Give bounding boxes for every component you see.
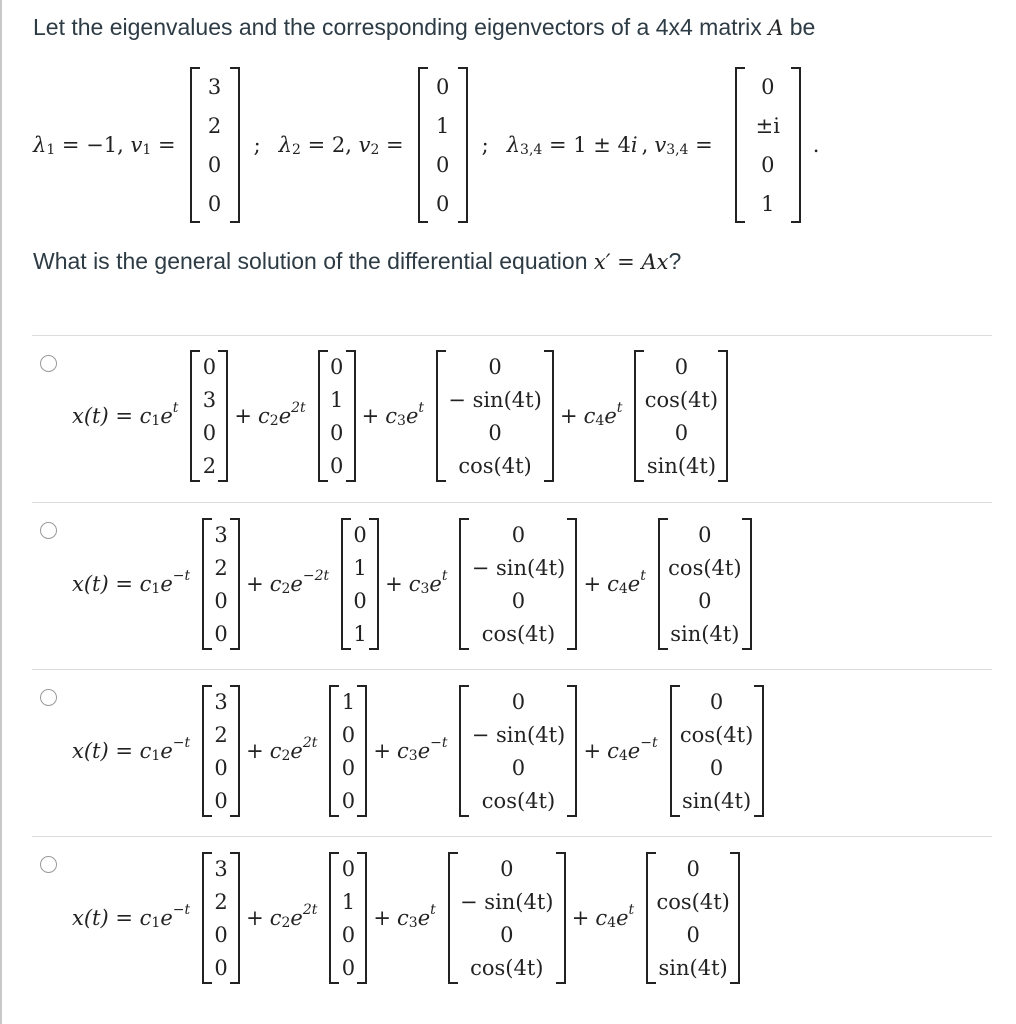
separator: ; — [481, 133, 489, 157]
coefficient: c — [269, 739, 282, 763]
coefficient: c — [583, 404, 596, 428]
lambda34-value: = 1 ± 4 — [542, 133, 631, 157]
exponent: t — [616, 400, 623, 416]
vector-entry: 0 — [511, 522, 526, 547]
lambda2-value: = 2, — [300, 133, 359, 157]
v34-entry: 1 — [761, 191, 775, 216]
exp-base: e — [604, 404, 617, 428]
vector-entry: 0 — [488, 420, 502, 445]
term-vector — [190, 350, 228, 482]
plus-sign: + — [234, 404, 252, 428]
coefficient: c — [139, 404, 152, 428]
exponent: t — [640, 568, 646, 584]
vector-entry: − sin(4t) — [460, 889, 554, 914]
exponent: −t — [172, 735, 191, 751]
term-vector — [459, 685, 577, 817]
term-vector — [329, 852, 367, 984]
option-4[interactable] — [72, 850, 740, 986]
v2-entry: 1 — [435, 113, 450, 138]
exponent: 2t — [302, 735, 318, 751]
coefficient: c — [607, 739, 619, 763]
coefficient: c — [269, 572, 282, 596]
vector-entry: 0 — [202, 354, 217, 379]
option-divider — [32, 669, 992, 670]
term-vector — [658, 518, 752, 650]
coefficient: c — [397, 906, 409, 930]
vector-entry: 0 — [686, 922, 700, 947]
period: . — [812, 133, 820, 157]
coefficient-sub: 2 — [281, 748, 291, 764]
ask-text: What is the general solution of the differential equation — [33, 248, 588, 274]
v34-entry: 0 — [761, 74, 775, 99]
v34-vector — [735, 67, 801, 223]
option-divider — [32, 836, 992, 837]
separator: ; — [253, 133, 261, 157]
v1-label: v — [130, 133, 143, 157]
vector-entry: 1 — [353, 621, 367, 646]
plus-sign: + — [246, 572, 264, 596]
vector-entry: 0 — [686, 856, 700, 881]
vector-entry: sin(4t) — [681, 788, 752, 813]
coefficient: c — [385, 404, 398, 428]
v34-label: v — [654, 133, 667, 157]
exp-base: e — [405, 404, 419, 428]
coefficient: c — [139, 739, 152, 763]
vector-entry: 3 — [202, 387, 217, 412]
exp-base: e — [290, 572, 303, 596]
coefficient-sub: 3 — [397, 413, 406, 429]
plus-sign: + — [373, 739, 391, 763]
plus-sign: + — [246, 739, 264, 763]
solution-lhs: x(t) = — [72, 739, 140, 763]
vector-entry: 0 — [698, 522, 712, 547]
v1-entry: 3 — [207, 74, 222, 99]
term-vector — [646, 852, 740, 984]
vector-entry: 0 — [214, 621, 228, 646]
vector-entry: cos(4t) — [668, 555, 742, 580]
v1-eq: = — [151, 133, 176, 157]
left-border — [0, 0, 2, 1024]
exp-base: e — [417, 906, 431, 930]
plus-sign: + — [246, 906, 264, 930]
vector-entry: 0 — [511, 588, 526, 613]
vector-entry: 0 — [341, 856, 356, 881]
v2-entry: 0 — [435, 74, 450, 99]
v1-entry: 2 — [207, 113, 222, 138]
v2-label: v — [358, 133, 371, 157]
exp-base: e — [290, 906, 303, 930]
vector-entry: 1 — [341, 889, 356, 914]
eigen-line: λ $_1$ = −1, v $_1$ = 3 2 0 0 ; λ $_2$ = 2, v $_2$ = 0 1 0 0 ; λ $_{3,4}$ = 1 ± 4 i , v $_{3,4}$ = 0 ±i 0 1 . — [33, 66, 819, 224]
term-vector — [634, 350, 728, 482]
exponent: −t — [172, 902, 191, 918]
term-vector — [202, 518, 240, 650]
coefficient-sub: 2 — [269, 413, 279, 429]
exp-base: e — [417, 739, 431, 763]
term-vector — [329, 685, 367, 817]
term-vector — [318, 350, 356, 482]
vector-entry: 1 — [353, 555, 367, 580]
vector-entry: 1 — [341, 689, 356, 714]
term-vector — [448, 852, 566, 984]
v1-entry: 0 — [207, 152, 222, 177]
coefficient-sub: 4 — [607, 915, 617, 931]
option-3[interactable] — [72, 683, 764, 819]
v2-eq: = — [379, 133, 404, 157]
plus-sign: + — [373, 906, 391, 930]
exponent: 2t — [302, 902, 318, 918]
vector-entry: 2 — [214, 889, 228, 914]
v2-sub: 2 — [370, 142, 380, 158]
exponent: t — [418, 400, 425, 416]
vector-entry: 2 — [214, 555, 228, 580]
coefficient-sub: 1 — [151, 413, 161, 429]
vector-entry: cos(4t) — [481, 788, 556, 813]
option-1[interactable] — [72, 348, 728, 484]
intro-end: be — [789, 14, 816, 40]
coefficient: c — [269, 906, 282, 930]
lambda1-label: λ — [33, 133, 47, 157]
coefficient: c — [607, 572, 619, 596]
option-divider — [32, 502, 992, 503]
vector-entry: 0 — [698, 588, 712, 613]
vector-entry: 0 — [511, 689, 526, 714]
vector-entry: 1 — [329, 387, 344, 412]
plus-sign: + — [571, 906, 590, 930]
option-2-radio[interactable] — [40, 522, 57, 539]
vector-entry: 0 — [329, 354, 344, 379]
vector-entry: cos(4t) — [644, 387, 719, 412]
exponent: 2t — [291, 400, 306, 416]
plus-sign: + — [385, 572, 403, 596]
intro-text: Let the eigenvalues and the corresponding eigenvectors of a 4x4 matrix — [33, 14, 762, 40]
vector-entry: 0 — [214, 755, 228, 780]
vector-entry: cos(4t) — [656, 889, 730, 914]
exp-base: e — [160, 739, 173, 763]
exp-base: e — [278, 404, 292, 428]
coefficient: c — [397, 739, 409, 763]
exp-base: e — [429, 572, 442, 596]
term-vector — [202, 852, 240, 984]
v1-sub: 1 — [142, 142, 152, 158]
exponent: −t — [430, 735, 448, 751]
plus-sign: + — [560, 404, 578, 428]
ask-equation: x′ = Ax — [593, 250, 669, 274]
vector-entry: sin(4t) — [670, 621, 740, 646]
vector-entry: cos(4t) — [470, 955, 544, 980]
vector-entry: 0 — [214, 588, 228, 613]
exponent: t — [628, 902, 635, 918]
coefficient: c — [139, 572, 152, 596]
vector-entry: 0 — [488, 354, 502, 379]
v34-entry: 0 — [761, 152, 775, 177]
coefficient-sub: 1 — [151, 748, 161, 764]
vector-entry: 0 — [329, 420, 344, 445]
coefficient-sub: 3 — [408, 915, 418, 931]
solution-lhs: x(t) = — [72, 906, 140, 930]
lambda1-sub: 1 — [46, 142, 56, 158]
vector-entry: 0 — [202, 420, 217, 445]
ask-end: ? — [668, 248, 682, 274]
vector-entry: 0 — [353, 522, 367, 547]
vector-entry: 0 — [341, 922, 356, 947]
vector-entry: cos(4t) — [679, 722, 754, 747]
option-1-radio[interactable] — [40, 355, 57, 372]
vector-entry: 0 — [214, 955, 228, 980]
plus-sign: + — [583, 739, 602, 763]
exponent: −t — [172, 568, 191, 584]
v1-vector — [190, 67, 240, 223]
plus-sign: + — [583, 572, 602, 596]
vector-entry: 0 — [329, 453, 344, 478]
vector-entry: − sin(4t) — [448, 387, 542, 412]
v2-entry: 0 — [435, 191, 450, 216]
matrix-symbol: A — [768, 16, 784, 40]
exponent: t — [441, 568, 448, 584]
vector-entry: cos(4t) — [458, 453, 532, 478]
coefficient-sub: 1 — [151, 915, 161, 931]
vector-entry: cos(4t) — [481, 621, 556, 646]
lambda34-sub: 3,4 — [520, 142, 543, 158]
exponent: t — [172, 400, 179, 416]
vector-entry: − sin(4t) — [471, 722, 566, 747]
coefficient: c — [595, 906, 608, 930]
exp-base: e — [627, 739, 641, 763]
solution-lhs: x(t) = — [72, 404, 140, 428]
vector-entry: 0 — [341, 788, 356, 813]
vector-entry: sin(4t) — [658, 955, 728, 980]
v34-eq: = — [688, 133, 713, 157]
exponent: −t — [640, 735, 658, 751]
vector-entry: 0 — [511, 755, 526, 780]
vector-entry: 2 — [202, 453, 217, 478]
coefficient: c — [258, 404, 270, 428]
coefficient-sub: 4 — [618, 581, 628, 597]
v34-sub: 3,4 — [666, 142, 689, 158]
vector-entry: 0 — [709, 689, 724, 714]
lambda2-sub: 2 — [291, 142, 301, 158]
vector-entry: 3 — [214, 856, 228, 881]
lambda34-label: λ — [506, 133, 521, 157]
option-4-radio[interactable] — [40, 856, 57, 873]
coefficient-sub: 3 — [420, 581, 430, 597]
vector-entry: 3 — [214, 689, 228, 714]
coefficient-sub: 2 — [281, 581, 291, 597]
exp-base: e — [616, 906, 629, 930]
coefficient: c — [139, 906, 152, 930]
vector-entry: 2 — [214, 722, 228, 747]
term-vector — [436, 350, 554, 482]
vector-entry: 0 — [214, 922, 228, 947]
vector-entry: 0 — [341, 722, 356, 747]
vector-entry: 0 — [674, 420, 689, 445]
term-vector — [670, 685, 764, 817]
vector-entry: 0 — [353, 588, 367, 613]
coefficient-sub: 3 — [408, 748, 418, 764]
coefficient-sub: 4 — [595, 413, 605, 429]
plus-sign: + — [361, 404, 380, 428]
v1-entry: 0 — [207, 191, 222, 216]
exp-base: e — [290, 739, 303, 763]
vector-entry: 0 — [341, 755, 356, 780]
v2-vector — [418, 67, 468, 223]
coefficient-sub: 2 — [281, 915, 291, 931]
question-intro — [33, 14, 815, 41]
exponent: −2t — [302, 568, 330, 584]
vector-entry: 0 — [341, 955, 356, 980]
coefficient-sub: 4 — [618, 748, 628, 764]
solution-lhs: x(t) = — [72, 572, 140, 596]
question-ask — [33, 248, 681, 275]
exp-base: e — [160, 906, 173, 930]
vector-entry: 0 — [500, 922, 514, 947]
coefficient: c — [408, 572, 421, 596]
term-vector — [459, 518, 577, 650]
vector-entry: 0 — [500, 856, 514, 881]
term-vector — [202, 685, 240, 817]
coefficient-sub: 1 — [151, 581, 161, 597]
vector-entry: 0 — [214, 788, 228, 813]
v34-entry: ±i — [755, 113, 780, 138]
option-divider — [32, 335, 992, 336]
lambda2-label: λ — [278, 133, 292, 157]
exponent: t — [430, 902, 436, 918]
lambda34-i: i — [630, 133, 638, 157]
exp-base: e — [160, 572, 173, 596]
vector-entry: − sin(4t) — [471, 555, 566, 580]
term-vector — [341, 518, 379, 650]
v2-entry: 0 — [435, 152, 450, 177]
vector-entry: 3 — [214, 522, 228, 547]
vector-entry: 0 — [709, 755, 724, 780]
option-3-radio[interactable] — [40, 689, 57, 706]
vector-entry: sin(4t) — [646, 453, 717, 478]
exp-base: e — [160, 404, 173, 428]
vector-entry: 0 — [674, 354, 689, 379]
option-2[interactable] — [72, 516, 752, 652]
exp-base: e — [627, 572, 641, 596]
lambda1-value: = −1, — [55, 133, 131, 157]
